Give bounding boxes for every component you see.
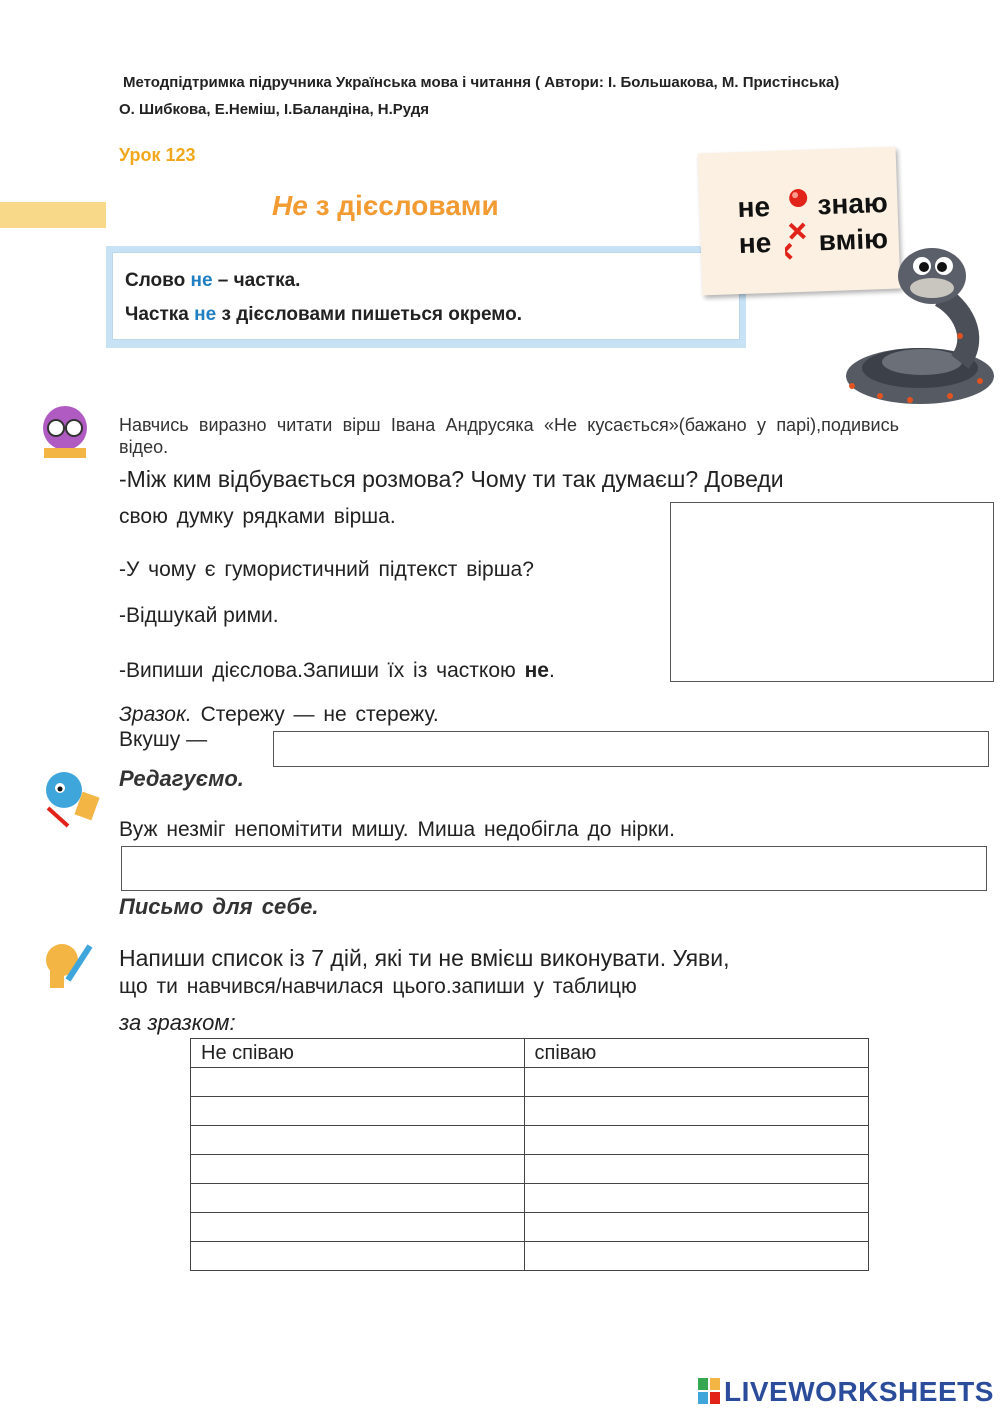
- header-authors-line2: О. Шибкова, Е.Неміш, І.Баландіна, Н.Рудя: [119, 101, 430, 118]
- table-row: [191, 1097, 869, 1126]
- task3-heading: Письмо для себе.: [119, 894, 319, 919]
- snake-illustration: [840, 236, 1000, 408]
- owl-reading-icon: [38, 404, 92, 464]
- task1-question-3: -Відшукай рими.: [119, 604, 279, 627]
- table-row: [191, 1184, 869, 1213]
- task1-question-4: -Випиши дієслова.Запиши їх із часткою не.: [119, 659, 555, 682]
- decorative-bar: [0, 202, 106, 228]
- table-cell-input[interactable]: [524, 1184, 869, 1213]
- table-row: [191, 1213, 869, 1242]
- video-answer-box[interactable]: [670, 502, 994, 682]
- rule-line-2: Частка не з дієсловами пишеться окремо.: [125, 304, 522, 325]
- task2-sentence: Вуж незміг непомітити мишу. Миша недобігла до нірки.: [119, 818, 675, 841]
- table-header-row: [191, 1039, 869, 1068]
- table-cell-input[interactable]: [191, 1184, 525, 1213]
- table-header-cell: співаю: [524, 1039, 869, 1068]
- table-row: [191, 1242, 869, 1271]
- note-word-1: не: [736, 191, 771, 224]
- rule-box: [106, 246, 746, 348]
- table-cell-input[interactable]: [191, 1242, 525, 1271]
- note-word-2: знаю: [816, 186, 889, 221]
- task3-line1: Напиши список із 7 дій, які ти не вмієш виконувати. Уяви,: [119, 945, 730, 971]
- table-cell-input[interactable]: [524, 1097, 869, 1126]
- table-header-cell: Не співаю: [191, 1039, 525, 1068]
- task3-line3: за зразком:: [119, 1010, 236, 1035]
- answer-prompt: Вкушу —: [119, 728, 208, 751]
- sample-line: Зразок. Стережу — не стережу.: [119, 703, 439, 726]
- task2-heading: Редагуємо.: [119, 766, 244, 791]
- table-cell-input[interactable]: [524, 1068, 869, 1097]
- table-cell-input[interactable]: [191, 1068, 525, 1097]
- page-title: [272, 190, 499, 222]
- pin-and-cross-icon: [783, 185, 816, 266]
- brand-name[interactable]: LIVEWORKSHEETS: [724, 1376, 994, 1407]
- table-cell-input[interactable]: [191, 1097, 525, 1126]
- task3-line2: що ти навчився/навчилася цього.запиши у таблицю: [119, 975, 637, 998]
- note-word-3: не: [738, 226, 772, 260]
- hand-pencil-icon: [36, 938, 96, 994]
- table-cell-input[interactable]: [524, 1155, 869, 1184]
- task1-question-1-line2: свою думку рядками вірша.: [119, 505, 396, 528]
- title-ne: Не: [272, 190, 308, 221]
- table-cell-input[interactable]: [191, 1126, 525, 1155]
- rule-line-1: Слово не – частка.: [125, 270, 301, 291]
- table-row: [191, 1155, 869, 1184]
- table-row: [191, 1126, 869, 1155]
- task1-question-2: -У чому є гумористичний підтекст вірша?: [119, 558, 534, 581]
- table-cell-input[interactable]: [524, 1213, 869, 1242]
- table-row: [191, 1068, 869, 1097]
- bird-writing-icon: [38, 768, 102, 830]
- header-authors-line1: Методпідтримка підручника Українська мова і читання ( Автори: І. Большакова, М. Пристінська): [123, 74, 840, 91]
- table-cell-input[interactable]: [524, 1242, 869, 1271]
- table-cell-input[interactable]: [191, 1213, 525, 1242]
- title-rest: з дієсловами: [307, 190, 499, 221]
- table-cell-input[interactable]: [524, 1126, 869, 1155]
- edit-answer-input[interactable]: [121, 846, 987, 891]
- task1-instruction: Навчись виразно читати вірш Івана Андрусяка «Не кусається»(бажано у парі),подивись відео.: [119, 415, 899, 457]
- table-cell-input[interactable]: [191, 1155, 525, 1184]
- actions-table: [190, 1038, 869, 1271]
- verbs-answer-input[interactable]: [273, 731, 989, 767]
- lesson-number: Урок 123: [119, 145, 196, 165]
- note-word-4: вмію: [818, 222, 889, 257]
- liveworksheets-logo-icon: [698, 1378, 722, 1406]
- task1-question-1-line1: -Між ким відбувається розмова? Чому ти так думаєш? Доведи: [119, 466, 784, 492]
